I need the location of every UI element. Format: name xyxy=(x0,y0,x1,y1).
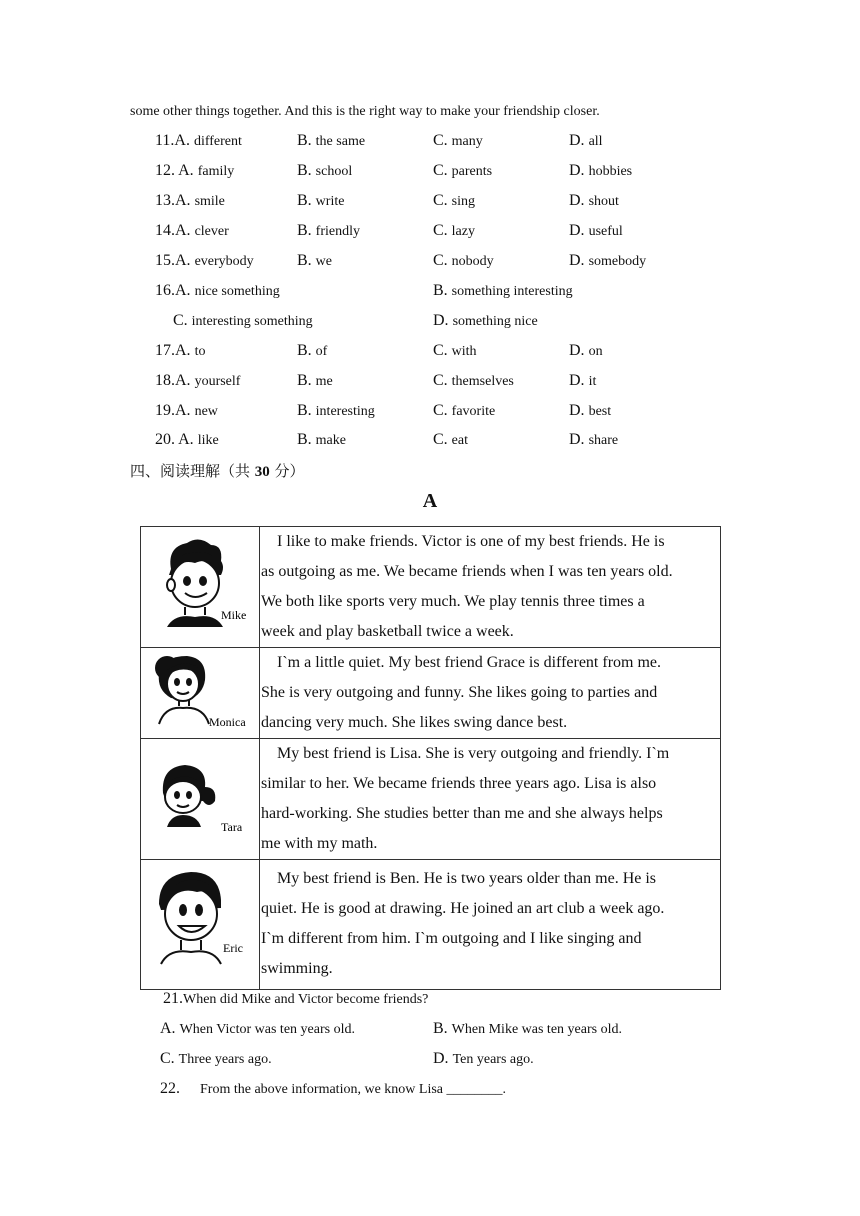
question-21-option-a xyxy=(160,1020,355,1038)
option-b-text: of xyxy=(315,344,328,359)
option-d-letter: D. xyxy=(569,252,589,269)
question-21-option-b xyxy=(433,1020,622,1038)
option-b-text: something interesting xyxy=(451,284,573,299)
option-a-text: clever xyxy=(194,224,229,239)
option-b-text: write xyxy=(315,194,345,209)
option-a-text: nice something xyxy=(194,284,280,299)
option-b-letter: B. xyxy=(297,342,316,359)
option-d-letter: D. xyxy=(569,162,589,179)
portrait-cell xyxy=(141,739,260,860)
option-c-letter: C. xyxy=(433,372,452,389)
option-b-letter: B. xyxy=(297,252,316,269)
option-d-letter: D. xyxy=(569,222,589,239)
option-c-letter: C. xyxy=(433,132,452,149)
person-row-eric xyxy=(141,860,721,990)
question-text: When did Mike and Victor become friends? xyxy=(183,992,429,1007)
option-b-letter: B. xyxy=(297,222,316,239)
option-d-text: best xyxy=(588,404,612,419)
question-number: 12. xyxy=(155,162,179,179)
option-c-text: parents xyxy=(451,164,493,179)
passage-line: We both like sports very much. We play tennis three times a xyxy=(261,593,645,610)
option-c-text: favorite xyxy=(451,404,496,419)
option-b-text: school xyxy=(315,164,353,179)
option-b-letter: B. xyxy=(297,402,316,419)
option-d-text: hobbies xyxy=(588,164,633,179)
option-c-text: with xyxy=(451,344,477,359)
option-c-letter: C. xyxy=(433,192,452,209)
section-heading-prefix: 四、阅读理解（共 xyxy=(130,462,255,480)
option-letter: C. xyxy=(160,1050,179,1067)
option-d-text: on xyxy=(588,344,603,359)
option-c-letter: C. xyxy=(433,342,452,359)
person-row-monica xyxy=(141,648,721,739)
passage-line: Iˋm a little quiet. My best friend Grace is different from me. xyxy=(261,654,662,671)
option-d-letter: D. xyxy=(569,132,589,149)
option-c-letter: C. xyxy=(173,312,192,329)
option-d-letter: D. xyxy=(569,402,589,419)
option-d-text: it xyxy=(588,374,597,389)
option-d-text: share xyxy=(588,433,619,448)
passage-line: dancing very much. She likes swing dance best. xyxy=(261,714,568,731)
passage-text xyxy=(260,739,721,860)
option-a-letter: A. xyxy=(175,402,195,419)
passage-heading: A xyxy=(422,490,438,512)
option-letter: D. xyxy=(433,1050,453,1067)
passage-line: me with my math. xyxy=(261,835,378,852)
question-21-option-d xyxy=(433,1050,534,1068)
option-a-letter: A. xyxy=(175,192,195,209)
option-a-text: family xyxy=(197,164,235,179)
option-a-letter: A. xyxy=(175,372,195,389)
girl-portrait-icon xyxy=(141,739,259,858)
option-c-text: sing xyxy=(451,194,476,209)
option-a-text: new xyxy=(194,404,218,419)
girl-portrait-icon xyxy=(141,648,259,738)
option-letter: A. xyxy=(160,1020,180,1037)
option-b-text: we xyxy=(315,254,332,269)
option-c-letter: C. xyxy=(433,222,452,239)
option-a-text: different xyxy=(193,134,242,149)
person-row-tara xyxy=(141,739,721,860)
option-text: When Mike was ten years old. xyxy=(451,1022,622,1037)
passage-line: as outgoing as me. We became friends when I was ten years old. xyxy=(261,563,673,580)
boy-portrait-icon xyxy=(141,527,259,647)
option-c-letter: C. xyxy=(433,252,452,269)
section-points: 30 xyxy=(254,464,270,480)
option-b-letter: B. xyxy=(297,162,316,179)
question-number: 13. xyxy=(155,192,175,209)
option-a-text: yourself xyxy=(194,374,241,389)
option-a-letter: A. xyxy=(175,252,195,269)
option-a-letter: A. xyxy=(174,132,194,149)
option-d-text: somebody xyxy=(588,254,647,269)
option-c-text: nobody xyxy=(451,254,494,269)
option-b-letter: B. xyxy=(297,192,316,209)
passage-line: My best friend is Ben. He is two years older than me. He is xyxy=(261,870,657,887)
option-b-text: interesting xyxy=(315,404,375,419)
portrait-caption: Monica xyxy=(209,715,246,729)
option-b-text: friendly xyxy=(315,224,360,239)
option-d-text: useful xyxy=(588,224,623,239)
option-b-letter: B. xyxy=(297,132,316,149)
option-d-letter: D. xyxy=(569,431,589,448)
portrait-caption: Eric xyxy=(223,941,243,955)
option-d-letter: D. xyxy=(569,372,589,389)
option-text: Ten years ago. xyxy=(452,1052,534,1067)
option-a-letter: A. xyxy=(178,431,198,448)
passage-line: I like to make friends. Victor is one of my best friends. He is xyxy=(261,533,665,550)
option-b-letter: B. xyxy=(433,282,452,299)
option-text: Three years ago. xyxy=(178,1052,272,1067)
passage-line: quiet. He is good at drawing. He joined an art club a week ago. xyxy=(261,900,665,917)
question-number: 22. xyxy=(160,1080,180,1097)
portrait-caption: Mike xyxy=(221,608,247,622)
person-row-mike xyxy=(141,527,721,648)
question-number: 11. xyxy=(155,132,175,149)
boy-portrait-icon xyxy=(141,860,259,988)
question-21-option-c xyxy=(160,1050,272,1068)
option-text: When Victor was ten years old. xyxy=(179,1022,355,1037)
portrait-caption: Tara xyxy=(221,820,243,834)
option-a-text: everybody xyxy=(194,254,254,269)
option-letter: B. xyxy=(433,1020,452,1037)
question-number: 16. xyxy=(155,282,175,299)
question-22-stem xyxy=(160,1080,506,1098)
option-d-text: all xyxy=(588,134,603,149)
passage-line: hard-working. She studies better than me and she always helps xyxy=(261,805,663,822)
passage-line: Iˋm different from him. Iˋm outgoing and I like singing and xyxy=(261,930,642,947)
question-21-stem xyxy=(163,990,428,1008)
option-a-text: to xyxy=(194,344,206,359)
option-d-letter: D. xyxy=(569,342,589,359)
passage-line: My best friend is Lisa. She is very outgoing and friendly. Iˋm xyxy=(261,745,670,762)
option-c-letter: C. xyxy=(433,162,452,179)
option-c-text: interesting something xyxy=(191,314,313,329)
passage-text xyxy=(260,648,721,739)
question-number: 19. xyxy=(155,402,175,419)
passage-line: week and play basketball twice a week. xyxy=(261,623,514,640)
question-number: 15. xyxy=(155,252,175,269)
option-c-letter: C. xyxy=(433,431,452,448)
option-b-letter: B. xyxy=(297,372,316,389)
option-c-text: many xyxy=(451,134,483,149)
option-a-letter: A. xyxy=(175,282,195,299)
passage-line: swimming. xyxy=(261,960,333,977)
option-d-letter: D. xyxy=(569,192,589,209)
option-c-text: lazy xyxy=(451,224,475,239)
question-number: 14. xyxy=(155,222,175,239)
section-heading-suffix: 分） xyxy=(269,462,305,480)
passage-text xyxy=(260,527,721,648)
passage-line: She is very outgoing and funny. She likes going to parties and xyxy=(261,684,658,701)
portrait-cell xyxy=(141,648,260,739)
option-b-text: me xyxy=(315,374,333,389)
option-b-letter: B. xyxy=(297,431,316,448)
passage-line: similar to her. We became friends three years ago. Lisa is also xyxy=(261,775,657,792)
option-c-text: themselves xyxy=(451,374,514,389)
option-a-letter: A. xyxy=(175,222,195,239)
option-a-letter: A. xyxy=(175,342,195,359)
question-number: 18. xyxy=(155,372,175,389)
portrait-cell xyxy=(141,527,260,648)
passage-table xyxy=(140,526,721,990)
option-b-text: make xyxy=(315,433,346,448)
option-d-text: something nice xyxy=(452,314,538,329)
option-c-text: eat xyxy=(451,433,468,448)
option-a-text: like xyxy=(197,433,219,448)
question-text: From the above information, we know Lisa ________. xyxy=(200,1082,507,1097)
option-a-text: smile xyxy=(194,194,225,209)
passage-text xyxy=(260,860,721,990)
option-b-text: the same xyxy=(315,134,366,149)
option-a-letter: A. xyxy=(178,162,198,179)
portrait-cell xyxy=(141,860,260,990)
option-d-text: shout xyxy=(588,194,619,209)
intro-line: some other things together. And this is the right way to make your friendship closer. xyxy=(130,104,600,119)
option-d-letter: D. xyxy=(433,312,453,329)
question-number: 21. xyxy=(163,990,183,1007)
question-number: 17. xyxy=(155,342,175,359)
question-number: 20. xyxy=(155,431,179,448)
option-c-letter: C. xyxy=(433,402,452,419)
section-heading xyxy=(130,460,305,481)
